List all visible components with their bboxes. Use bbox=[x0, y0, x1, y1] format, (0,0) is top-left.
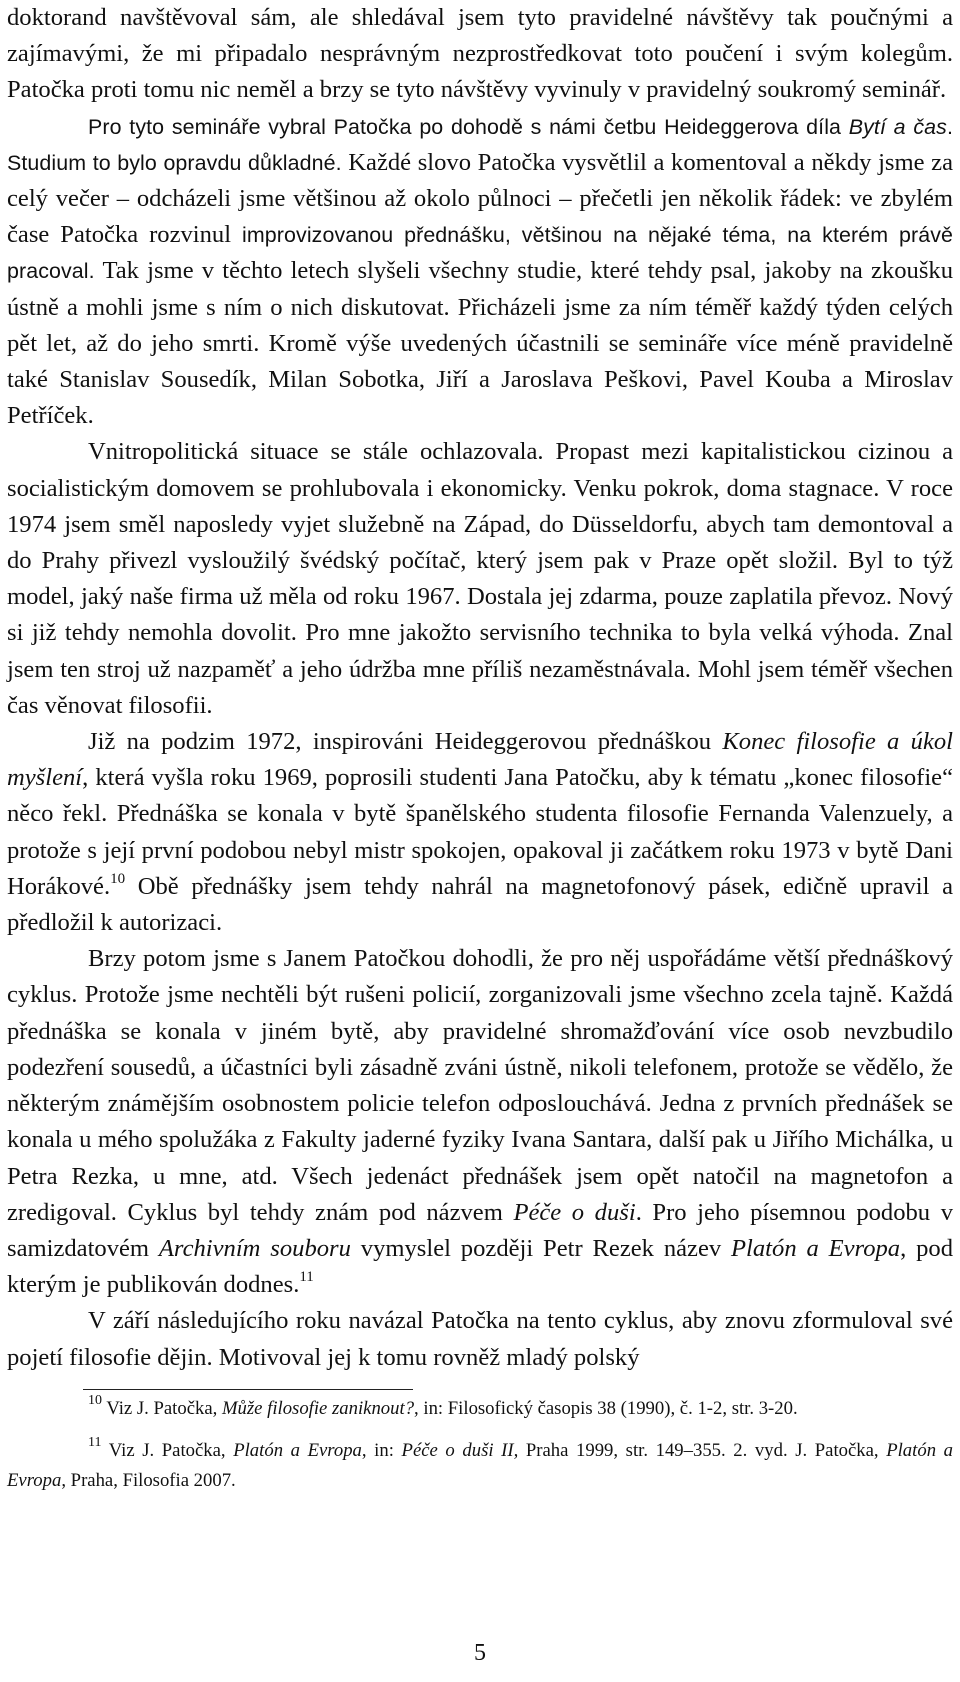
italic-title: Péče o duši bbox=[513, 1198, 636, 1226]
footnote-spacer bbox=[7, 1424, 953, 1436]
italic-title: Platón a Evropa bbox=[7, 1440, 953, 1491]
text-run: doktorand navštěvoval sám, ale shledával jsem tyto pravidelné návštěvy tak poučnými a zajímavými, že mi připadalo nesprávným nezprostředkovat toto poučení i svým kolegům. Patočka proti tomu nic neměl a brzy se tyto návštěvy vyvinuly v pravidelný soukromý seminář. bbox=[7, 4, 953, 104]
text-run-sans: improvizovanou přednášku, většinou na nějaké téma, na kterém právě pracoval. bbox=[7, 223, 953, 284]
main-text bbox=[7, 0, 953, 1376]
footnote-ref: 10 bbox=[88, 1392, 102, 1408]
page-number: 5 bbox=[474, 1640, 486, 1666]
italic-title: Může filosofie zaniknout? bbox=[221, 1398, 415, 1419]
text-run: vymyslel později Petr Rezek název bbox=[350, 1234, 732, 1262]
paragraph-2 bbox=[7, 109, 953, 435]
text-run: Vnitropolitická situace se stále ochlazovala. Propast mezi kapitalistickou cizinou a socialistickým domovem se prohlubovala i ekonomicky. Venku pokrok, doma stagnace. V roce 1974 jsem směl naposledy vyjet služebně na Západ, do Düsseldorfu, abych tam demontoval a do Prahy přivezl vysloužilý švédský počítač, který jsem pak v Praze opět složil. Byl to týž model, jaký naše firma už měla od roku 1967. Dostala jej zdarma, pouze zaplatila převoz. Nový si již tehdy nemohla dovolit. Pro mne jakožto servisního technika to byla velká výhoda. Znal jsem ten stroj už nazpaměť a jeho údržba mne příliš nezaměstnávala. Mohl jsem téměř všechen čas věnovat filosofii. bbox=[7, 438, 953, 719]
italic-title: Platón a Evropa bbox=[731, 1234, 901, 1262]
footnote-10 bbox=[7, 1394, 953, 1424]
paragraph-3 bbox=[7, 434, 953, 724]
text-run: , Praha, Filosofia 2007. bbox=[61, 1470, 236, 1491]
paragraph-4 bbox=[7, 724, 953, 941]
paragraph-1 bbox=[7, 0, 953, 109]
text-run: , in: Filosofický časopis 38 (1990), č. 1-2, str. 3-20. bbox=[414, 1398, 798, 1419]
italic-title: Archivním souboru bbox=[158, 1234, 351, 1262]
text-run: Viz J. Patočka, bbox=[101, 1440, 234, 1461]
document-page bbox=[7, 0, 953, 1376]
paragraph-6 bbox=[7, 1303, 953, 1375]
text-run: Již na podzim 1972, inspirováni Heideggerovou přednáškou bbox=[88, 728, 723, 756]
text-run-sans: Pro tyto semináře vybral Patočka po dohodě s námi četbu Heideggerova díla bbox=[88, 114, 849, 139]
text-run: Viz J. Patočka, bbox=[102, 1398, 222, 1419]
text-run: , pod kterým je publikován dodnes. bbox=[7, 1234, 954, 1299]
text-run: . Pro jeho písemnou podobu v samizdatovém bbox=[7, 1198, 953, 1262]
footnote-separator bbox=[83, 1389, 413, 1390]
italic-title: Konec filosofie a úkol myšlení bbox=[7, 728, 953, 792]
footnote-ref: 11 bbox=[299, 1268, 314, 1285]
text-run: V září následujícího roku navázal Patočka na tento cyklus, aby znovu zformuloval své pojetí filosofie dějin. Motivoval jej k tomu rovněž mladý polský bbox=[7, 1307, 953, 1371]
text-run: Každé slovo Patočka vysvětlil a komentoval a někdy jsme za celý večer – odcházeli jsme většinou až okolo půlnoci – přečetli jen několik řádek: ve zbylém čase Patočka rozvinul bbox=[7, 148, 953, 249]
paragraph-5 bbox=[7, 941, 953, 1303]
italic-title: Péče o duši II, bbox=[401, 1440, 519, 1461]
italic-title-sans: Bytí a čas bbox=[848, 114, 947, 139]
text-run: , která vyšla roku 1969, poprosili studenti Jana Patočku, aby k tématu „konec filosofie“ něco řekl. Přednáška se konala v bytě španělského studenta filosofie Fernanda Valenzuely, a protože s její první podobou nebyl mistr spokojen, opakoval ji začátkem roku 1973 v bytě Dani Horákové. bbox=[7, 764, 953, 900]
text-run: Brzy potom jsme s Janem Patočkou dohodli, že pro něj uspořádáme větší přednáškový cyklus. Protože jsme nechtěli být rušeni policií, zorganizovali jsme všechno zcela tajně. Každá přednáška se konala v jiném bytě, aby pravidelné shromažďování více osob nevzbudilo podezření sousedů, a účastníci byli zásadně zváni ústně, nikoli telefonem, protože se vědělo, že některým známějším osobnostem policie telefon odposlouchává. Jedna z prvních přednášek se konala u mého spolužáka z Fakulty jaderné fyziky Ivana Santara, další pak u Jiřího Michálka, u Petra Rezka, u mne, atd. Všech jedenáct přednášek jsem opět natočil na magnetofon a zredigoval. Cyklus byl tehdy znám pod názvem bbox=[7, 945, 953, 1226]
text-run-sans: . Studium to bylo opravdu důkladné. bbox=[7, 114, 953, 175]
text-run: Obě přednášky jsem tehdy nahrál na magnetofonový pásek, edičně upravil a předložil k autorizaci. bbox=[7, 872, 953, 937]
footnotes bbox=[7, 1394, 953, 1496]
text-run: Praha 1999, str. 149–355. 2. vyd. J. Patočka, bbox=[518, 1440, 887, 1461]
footnote-ref: 11 bbox=[88, 1434, 102, 1450]
footnote-ref: 10 bbox=[110, 870, 126, 887]
text-run: , in: bbox=[361, 1440, 402, 1461]
footnote-11 bbox=[7, 1436, 953, 1496]
text-run: Tak jsme v těchto letech slyšeli všechny studie, které tehdy psal, jakoby na zkoušku ústně a mohli jsme s ním o nich diskutovat. Přicházeli jsme za ním téměř každý týden celých pět let, až do jeho smrti. Kromě výše uvedených účastnili se semináře více méně pravidelně také Stanislav Sousedík, Milan Sobotka, Jiří a Jaroslava Peškovi, Pavel Kouba a Miroslav Petříček. bbox=[7, 257, 953, 430]
italic-title: Platón a Evropa bbox=[233, 1440, 362, 1461]
